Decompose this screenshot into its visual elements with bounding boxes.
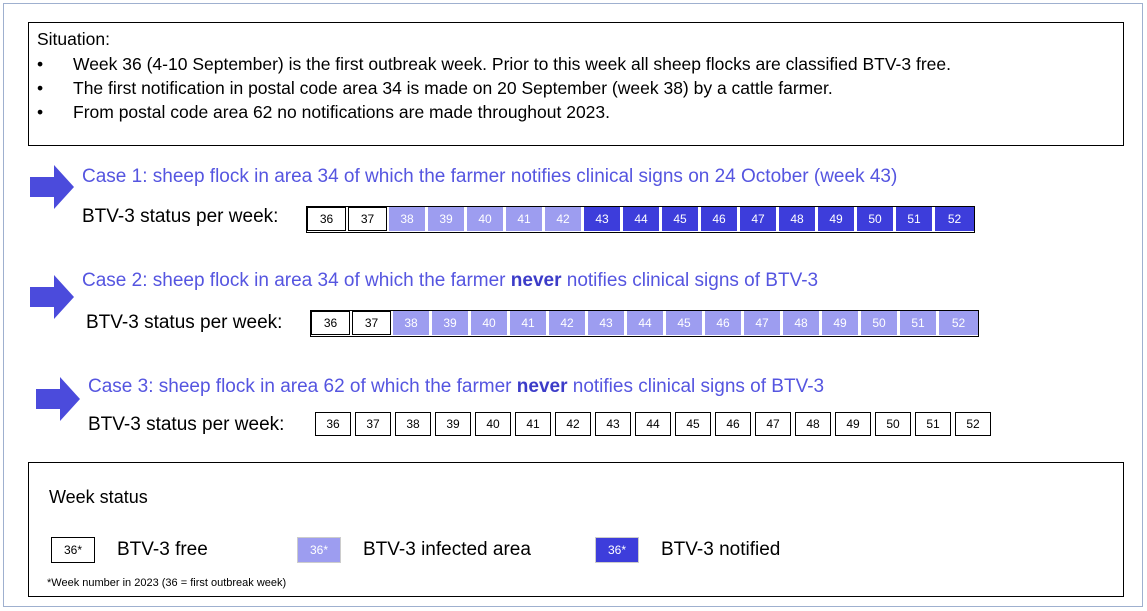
week-cell-40: 40: [467, 207, 506, 231]
situation-title: Situation:: [37, 29, 110, 49]
week-cell-41: 41: [515, 412, 551, 436]
week-cell-42: 42: [555, 412, 591, 436]
legend-label-free: BTV-3 free: [117, 539, 208, 560]
week-cell-38: 38: [395, 412, 431, 436]
week-cell-37: 37: [352, 311, 391, 335]
week-cell-50: 50: [857, 207, 896, 231]
week-cell-36: 36: [307, 207, 346, 231]
week-cell-46: 46: [715, 412, 751, 436]
legend-title: Week status: [49, 487, 148, 507]
week-cell-44: 44: [635, 412, 671, 436]
week-cell-46: 46: [705, 311, 744, 335]
week-cell-39: 39: [432, 311, 471, 335]
week-cell-49: 49: [835, 412, 871, 436]
week-cell-44: 44: [627, 311, 666, 335]
legend-label-notified: BTV-3 notified: [661, 539, 781, 560]
legend-swatch-free: 36*: [51, 537, 95, 563]
legend-swatch-notified: 36*: [595, 537, 639, 563]
situation-list: [37, 52, 1115, 124]
case-1-status-label: BTV-3 status per week:: [82, 206, 279, 227]
week-cell-50: 50: [861, 311, 900, 335]
week-cell-48: 48: [795, 412, 831, 436]
week-cell-44: 44: [623, 207, 662, 231]
case-2-title: Case 2: sheep flock in area 34 of which the farmer never notifies clinical signs of BTV-3: [82, 270, 819, 291]
week-cell-47: 47: [740, 207, 779, 231]
week-cell-36: 36: [315, 412, 351, 436]
week-cell-42: 42: [549, 311, 588, 335]
legend-label-infected: BTV-3 infected area: [363, 539, 531, 560]
week-cell-52: 52: [939, 311, 978, 335]
case-2-status-label: BTV-3 status per week:: [86, 312, 283, 333]
week-cell-43: 43: [584, 207, 623, 231]
situation-box: [28, 22, 1124, 146]
week-cell-45: 45: [662, 207, 701, 231]
case-2-week-row: [310, 310, 979, 337]
week-cell-38: 38: [389, 207, 428, 231]
week-cell-36: 36: [311, 311, 350, 335]
week-cell-41: 41: [506, 207, 545, 231]
week-cell-48: 48: [779, 207, 818, 231]
arrow-right-icon: [30, 275, 74, 319]
legend-item-notified: [595, 537, 780, 563]
case-1-week-row: [306, 206, 975, 233]
legend-footnote: *Week number in 2023 (36 = first outbreak week): [47, 577, 287, 589]
week-cell-43: 43: [595, 412, 631, 436]
week-cell-46: 46: [701, 207, 740, 231]
case-3-status-label: BTV-3 status per week:: [88, 414, 285, 435]
week-cell-43: 43: [588, 311, 627, 335]
week-cell-52: 52: [955, 412, 991, 436]
case-3-title: Case 3: sheep flock in area 62 of which the farmer never notifies clinical signs of BTV-3: [88, 376, 825, 397]
week-cell-51: 51: [900, 311, 939, 335]
case-1-title: Case 1: sheep flock in area 34 of which the farmer notifies clinical signs on 24 October (week 43): [82, 166, 898, 187]
week-cell-47: 47: [755, 412, 791, 436]
week-cell-50: 50: [875, 412, 911, 436]
week-cell-40: 40: [471, 311, 510, 335]
week-cell-40: 40: [475, 412, 511, 436]
week-cell-38: 38: [393, 311, 432, 335]
week-cell-39: 39: [435, 412, 471, 436]
week-cell-42: 42: [545, 207, 584, 231]
week-cell-52: 52: [935, 207, 974, 231]
week-cell-39: 39: [428, 207, 467, 231]
legend-item-infected: [297, 537, 531, 563]
week-cell-48: 48: [783, 311, 822, 335]
arrow-right-icon: [30, 165, 74, 209]
week-cell-51: 51: [896, 207, 935, 231]
week-cell-37: 37: [355, 412, 391, 436]
legend-swatch-infected: 36*: [297, 537, 341, 563]
legend-box: [28, 462, 1124, 597]
week-cell-49: 49: [822, 311, 861, 335]
arrow-right-icon: [36, 377, 80, 421]
week-cell-45: 45: [666, 311, 705, 335]
week-cell-49: 49: [818, 207, 857, 231]
situation-bullet: • The first notification in postal code area 34 is made on 20 September (week 38) by a cattle farmer.: [37, 76, 1115, 100]
situation-bullet: • Week 36 (4-10 September) is the first outbreak week. Prior to this week all sheep flocks are classified BTV-3 free.: [37, 52, 1115, 76]
week-cell-45: 45: [675, 412, 711, 436]
week-cell-37: 37: [348, 207, 387, 231]
week-cell-51: 51: [915, 412, 951, 436]
situation-bullet: • From postal code area 62 no notifications are made throughout 2023.: [37, 100, 1115, 124]
legend-item-free: [51, 537, 208, 563]
case-3-week-row: [315, 412, 995, 439]
week-cell-41: 41: [510, 311, 549, 335]
week-cell-47: 47: [744, 311, 783, 335]
